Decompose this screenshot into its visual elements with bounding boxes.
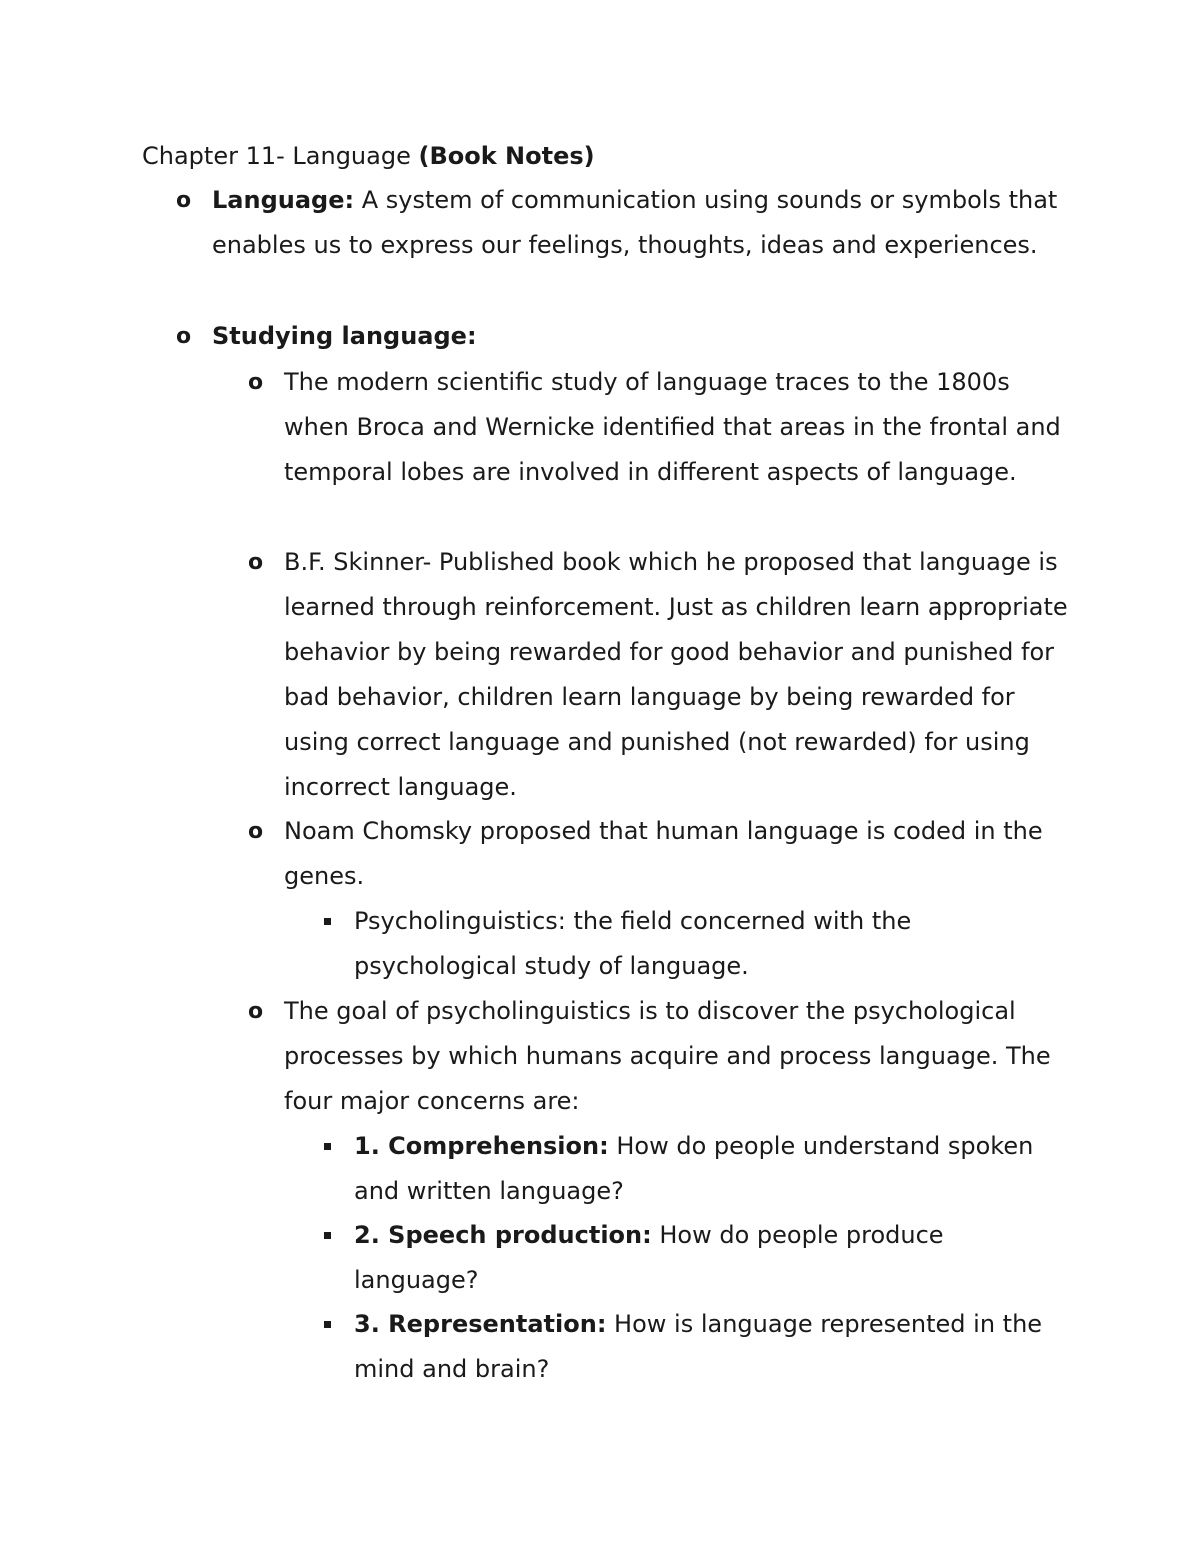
term-label: 2. Speech production: — [354, 1221, 652, 1249]
item-text: The goal of psycholinguistics is to discover the psychological processes by which humans acquire and process language. The four major concerns are: — [284, 997, 1051, 1115]
square-bullet-icon — [324, 1232, 331, 1239]
term-label: 1. Comprehension: — [354, 1132, 609, 1160]
hollow-circle-bullet-icon: o — [248, 370, 264, 395]
list-item-skinner — [248, 540, 1074, 810]
term-label: Studying language: — [212, 322, 477, 350]
definition-text: How do people understand spoken and written language? — [354, 1132, 1034, 1205]
term-label: Language: — [212, 186, 355, 214]
list-item-comprehension — [354, 1124, 1074, 1214]
item-text: Psycholinguistics: the field concerned with the psychological study of language. — [354, 907, 912, 980]
list-item-language — [176, 178, 1072, 268]
square-bullet-icon — [324, 918, 331, 925]
hollow-circle-bullet-icon: o — [248, 999, 264, 1024]
item-text: B.F. Skinner- Published book which he proposed that language is learned through reinforcement. Just as children learn appropriate behavior by being rewarded for good behavior and punished for bad behavior, children learn language by being rewarded for using correct language and punished (not rewarded) for using incorrect language. — [284, 548, 1068, 801]
title-bold-text: (Book Notes) — [418, 142, 595, 170]
list-item-modern-study — [248, 360, 1074, 495]
term-label: 3. Representation: — [354, 1310, 607, 1338]
list-item-representation — [354, 1302, 1074, 1392]
definition-text: How is language represented in the mind and brain? — [354, 1310, 1043, 1383]
hollow-circle-bullet-icon: o — [176, 324, 192, 349]
hollow-circle-bullet-icon: o — [248, 819, 264, 844]
square-bullet-icon — [324, 1143, 331, 1150]
square-bullet-icon — [324, 1321, 331, 1328]
list-item-psycholinguistics — [354, 899, 1074, 989]
title-text: Chapter 11- Language — [142, 142, 419, 170]
definition-text: A system of communication using sounds or symbols that enables us to express our feelings, thoughts, ideas and experiences. — [212, 186, 1058, 259]
item-text: The modern scientific study of language traces to the 1800s when Broca and Wernicke identified that areas in the frontal and temporal lobes are involved in different aspects of language. — [284, 368, 1061, 486]
hollow-circle-bullet-icon: o — [248, 550, 264, 575]
item-text: Noam Chomsky proposed that human language is coded in the genes. — [284, 817, 1043, 890]
page-title — [142, 138, 595, 174]
definition-text: How do people produce language? — [354, 1221, 944, 1294]
list-item-chomsky — [248, 809, 1074, 899]
list-item-studying-language — [176, 314, 1072, 359]
list-item-goal — [248, 989, 1074, 1124]
hollow-circle-bullet-icon: o — [176, 188, 192, 213]
list-item-speech-production — [354, 1213, 1074, 1303]
